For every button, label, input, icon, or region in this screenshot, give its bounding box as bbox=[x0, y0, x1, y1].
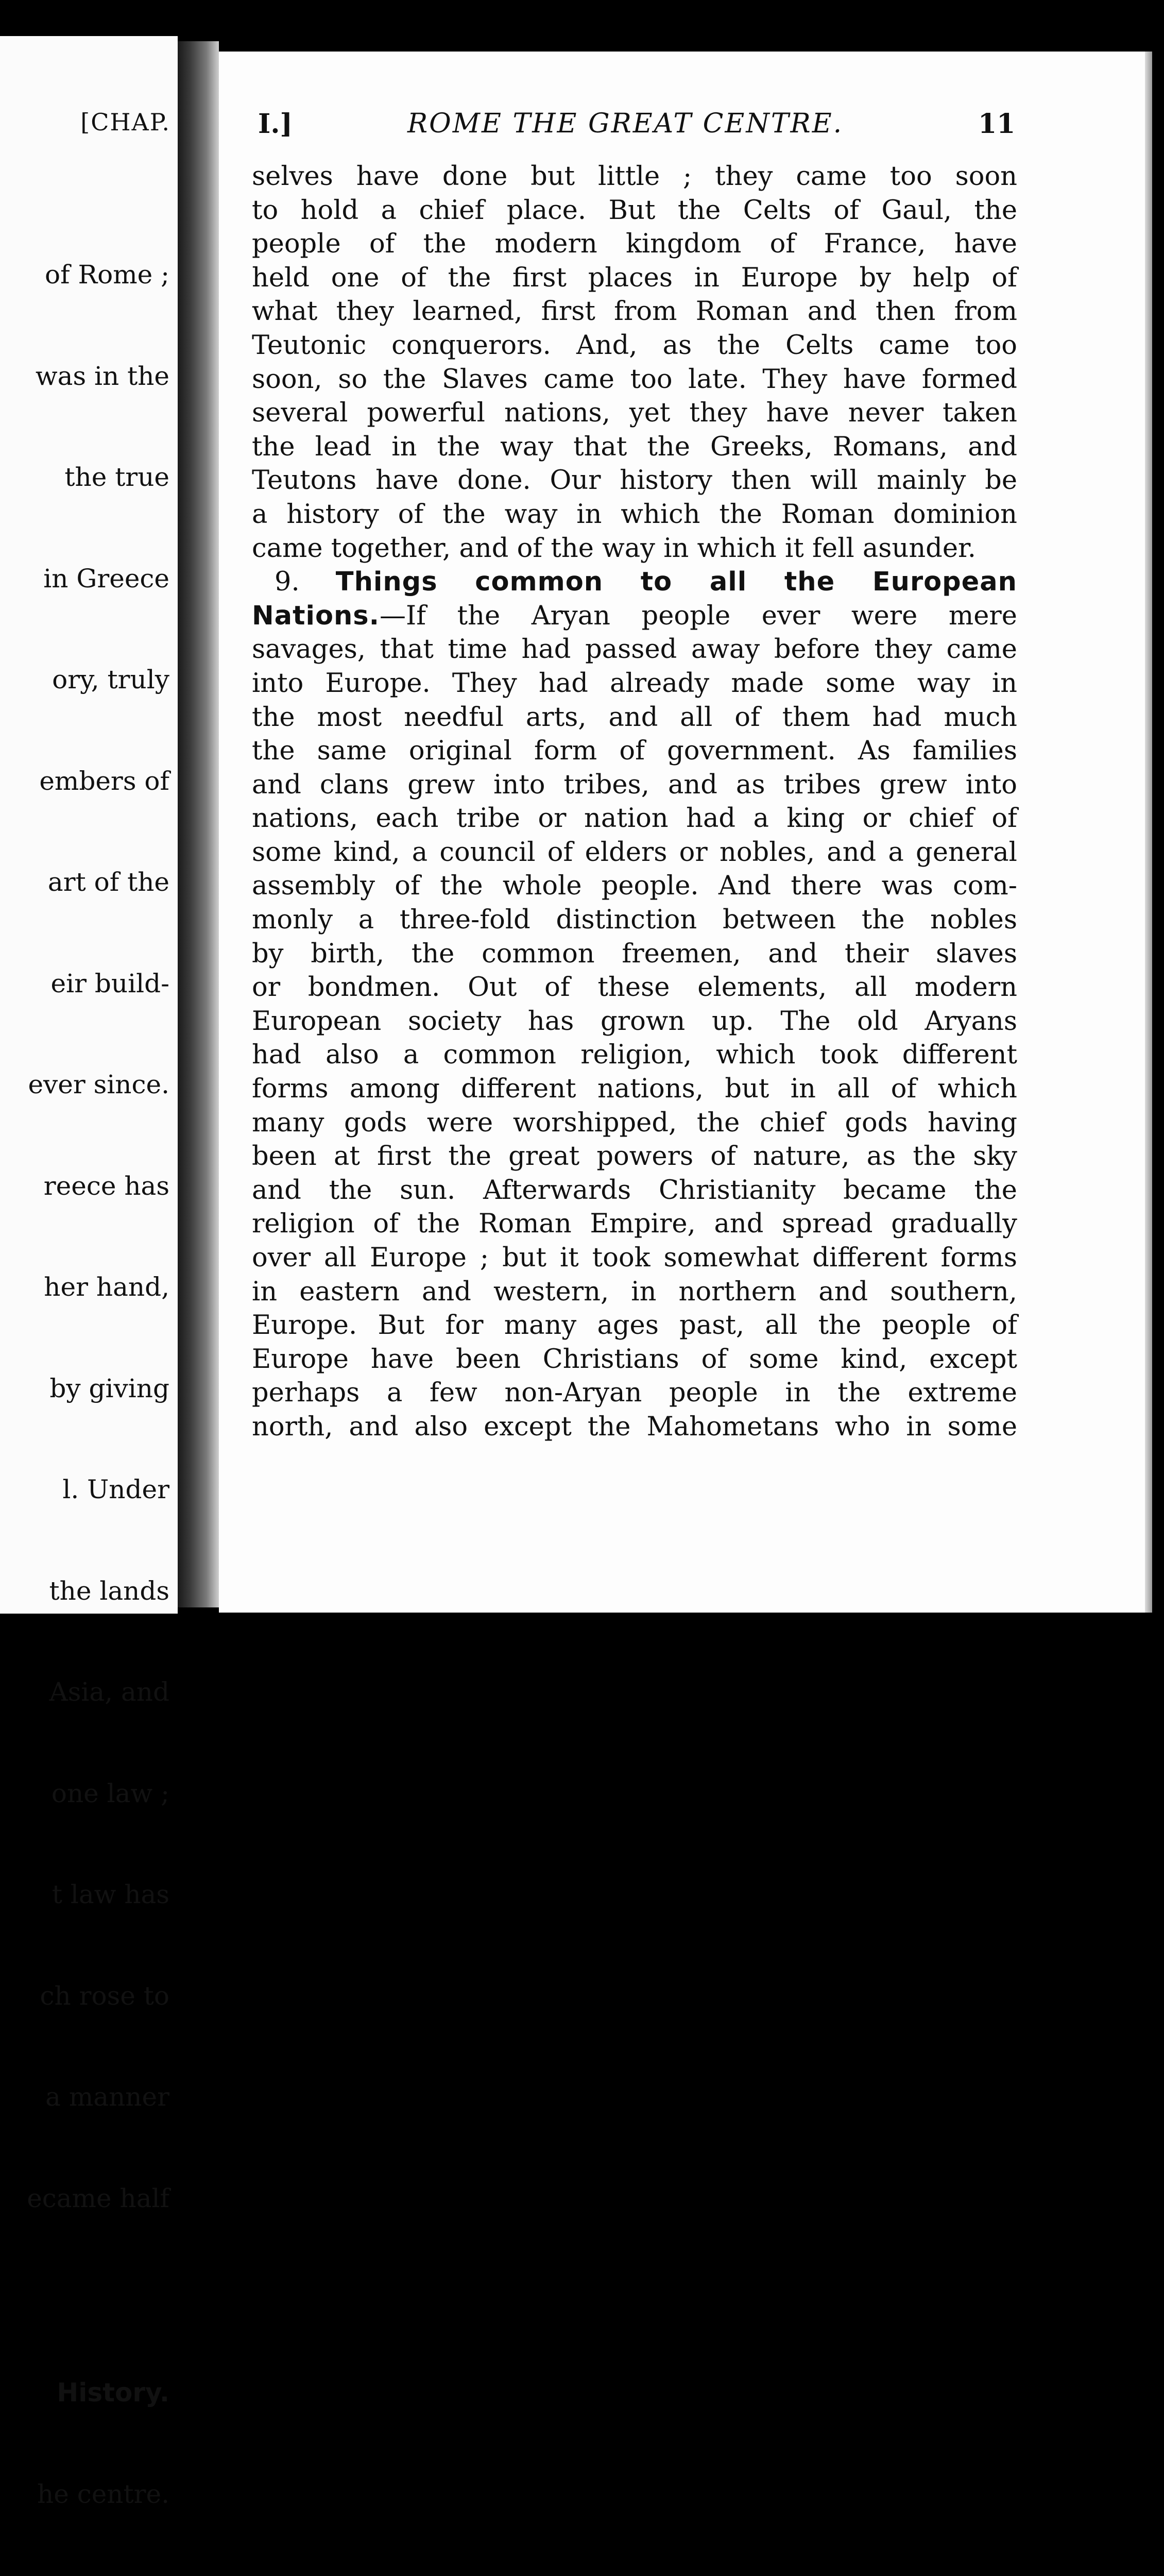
text-line: perhaps a few non-Aryan people in the extreme bbox=[252, 1378, 1017, 1409]
text-line: Teutons have done. Our history then will mainly be bbox=[252, 465, 1017, 496]
left-line: her hand, bbox=[44, 1272, 169, 1302]
left-line: eir build- bbox=[50, 968, 169, 998]
text-line: forms among different nations, but in all of which bbox=[252, 1074, 1017, 1105]
text-line: by birth, the common freemen, and their slaves bbox=[252, 938, 1017, 969]
left-line: in Greece bbox=[43, 563, 169, 594]
main-page bbox=[219, 52, 1152, 1613]
previous-page bbox=[0, 36, 178, 2509]
left-line: t law has bbox=[52, 1879, 169, 1909]
left-line: ory, truly bbox=[52, 665, 169, 694]
text-line: assembly of the whole people. And there was com- bbox=[252, 871, 1017, 902]
page-edge bbox=[1145, 52, 1152, 1613]
text-line: to hold a chief place. But the Celts of Gaul, the bbox=[252, 195, 1017, 226]
left-line: Asia, and bbox=[49, 1677, 169, 1707]
text-line: the most needful arts, and all of them had much bbox=[252, 702, 1017, 733]
text-line: soon, so the Slaves came too late. They have formed bbox=[252, 364, 1017, 395]
section-title-end: Nations. bbox=[252, 600, 380, 631]
section-heading-continued bbox=[252, 599, 1017, 633]
text-line: and clans grew into tribes, and as tribes grew into bbox=[252, 769, 1017, 800]
text-line: over all Europe ; but it took somewhat different forms bbox=[252, 1243, 1017, 1273]
text-line: nations, each tribe or nation had a king or chief of bbox=[252, 803, 1017, 834]
left-line: was in the bbox=[35, 361, 169, 391]
text-line: some kind, a council of elders or nobles, and a general bbox=[252, 837, 1017, 868]
left-line: l. Under bbox=[62, 1475, 169, 1504]
text-line: what they learned, first from Roman and then from bbox=[252, 296, 1017, 327]
text-line: or bondmen. Out of these elements, all modern bbox=[252, 972, 1017, 1003]
section-number: 9. bbox=[275, 567, 300, 598]
left-line: by giving bbox=[49, 1373, 169, 1403]
text-line: and the sun. Afterwards Christianity became the bbox=[252, 1175, 1017, 1206]
text-line: north, and also except the Mahometans who in some bbox=[252, 1411, 1017, 1442]
left-page-text bbox=[27, 191, 169, 2576]
chapter-number: I.] bbox=[258, 108, 293, 140]
text-line: selves have done but little ; they came too soon bbox=[252, 161, 1017, 192]
text-line: many gods were worshipped, the chief gods having bbox=[252, 1107, 1017, 1138]
text-line: Europe. But for many ages past, all the people of bbox=[252, 1310, 1017, 1341]
left-line: he centre. bbox=[37, 2479, 169, 2509]
left-line: of Rome ; bbox=[45, 260, 169, 290]
text-line: Europe have been Christians of some kind, except bbox=[252, 1344, 1017, 1375]
left-line: one law ; bbox=[51, 1778, 169, 1808]
text-line: had also a common religion, which took different bbox=[252, 1040, 1017, 1071]
text-line: European society has grown up. The old Aryans bbox=[252, 1006, 1017, 1037]
text-line: been at first the great powers of nature, as the sky bbox=[252, 1141, 1017, 1172]
left-page-header: [CHAP. bbox=[80, 108, 170, 136]
text-line: the lead in the way that the Greeks, Romans, and bbox=[252, 431, 1017, 462]
left-line: reece has bbox=[43, 1171, 169, 1201]
section-heading bbox=[252, 565, 1017, 599]
left-line: ecame half bbox=[27, 2183, 169, 2213]
running-head bbox=[219, 108, 1022, 144]
text-line: savages, that time had passed away before they came bbox=[252, 634, 1017, 665]
section-title: Things common to all the European bbox=[335, 567, 1017, 598]
left-line: art of the bbox=[47, 867, 169, 897]
text-line: Teutonic conquerors. And, as the Celts came too bbox=[252, 330, 1017, 361]
text-line: in eastern and western, in northern and southern, bbox=[252, 1276, 1017, 1307]
text-line: the same original form of government. As families bbox=[252, 736, 1017, 767]
running-title: ROME THE GREAT CENTRE. bbox=[407, 108, 844, 139]
left-section-title: History. bbox=[57, 2378, 169, 2408]
text-line: a history of the way in which the Roman dominion bbox=[252, 499, 1017, 530]
text-line: held one of the first places in Europe by help of bbox=[252, 262, 1017, 293]
left-line: ch rose to bbox=[40, 1980, 169, 2011]
book-gutter bbox=[178, 41, 219, 1607]
left-line: a manner bbox=[45, 2082, 169, 2112]
left-line: embers of bbox=[39, 766, 169, 796]
body-text bbox=[252, 160, 1017, 1444]
text-line: monly a three-fold distinction between the nobles bbox=[252, 905, 1017, 936]
left-line: the lands bbox=[49, 1575, 169, 1606]
left-line: the true bbox=[64, 462, 169, 492]
left-line: ever since. bbox=[28, 1070, 169, 1099]
text-line: religion of the Roman Empire, and spread gradually bbox=[252, 1209, 1017, 1240]
text-line: people of the modern kingdom of France, have bbox=[252, 229, 1017, 260]
text-line: into Europe. They had already made some way in bbox=[252, 668, 1017, 699]
text-line: several powerful nations, yet they have never taken bbox=[252, 398, 1017, 429]
section-first-line: —If the Aryan people ever were mere bbox=[380, 600, 1017, 631]
text-line: came together, and of the way in which it fell asunder. bbox=[252, 533, 976, 564]
page-number: 11 bbox=[978, 108, 1016, 140]
